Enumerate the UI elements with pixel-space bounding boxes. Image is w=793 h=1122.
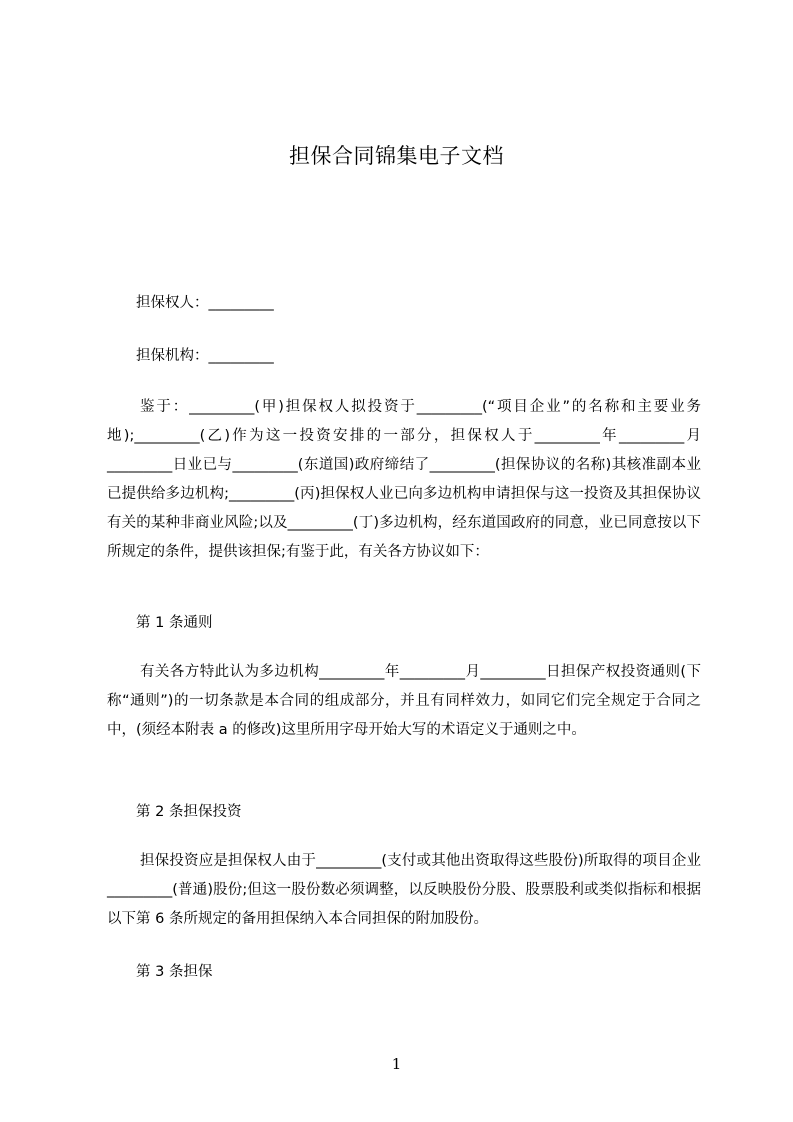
section-heading-2: 第 2 条担保投资 xyxy=(136,804,242,820)
section-body-1: 有关各方特此认为多边机构_________年_________月_________日担保产权投资通则(下称“通则”)的一切条款是本合同的组成部分，并且有同样效力，如同它们完全规定于合同之中，(须经本附表 a 的修改)这里所用字母开始大写的术语定义于通则之中。 xyxy=(107,664,701,738)
preamble-paragraph: 鉴于：_________(甲)担保权人拟投资于_________(“项目企业”的名称和主要业务地);_________(乙)作为这一投资安排的一部分，担保权人于_________年_________月_________日业已与_________(东道国)政府缔结了_________(担保协议的名称)其核准副本业已提供给多边机构;_________(丙)担保权人业已向多边机构申请担保与这一投资及其担保协议有关的某种非商业风险;以及_________(丁)多边机构，经东道国政府的同意，业已同意按以下所规定的条件，提供该担保;有鉴于此，有关各方协议如下： xyxy=(107,399,701,560)
section-heading-3: 第 3 条担保 xyxy=(136,964,213,980)
page-number: 1 xyxy=(391,1055,402,1073)
guarantee-holder-field: 担保权人：_________ xyxy=(136,295,274,311)
section-body-2: 担保投资应是担保权人由于_________(支付或其他出资取得这些股份)所取得的项目企业_________(普通)股份;但这一股份数必须调整，以反映股份分股、股票股利或类似指标和根据以下第 6 条所规定的备用担保纳入本合同担保的附加股份。 xyxy=(107,853,701,927)
document-title: 担保合同锦集电子文档 xyxy=(289,144,504,168)
section-heading-1: 第 1 条通则 xyxy=(136,615,213,631)
guarantee-institution-field: 担保机构：_________ xyxy=(136,348,274,364)
